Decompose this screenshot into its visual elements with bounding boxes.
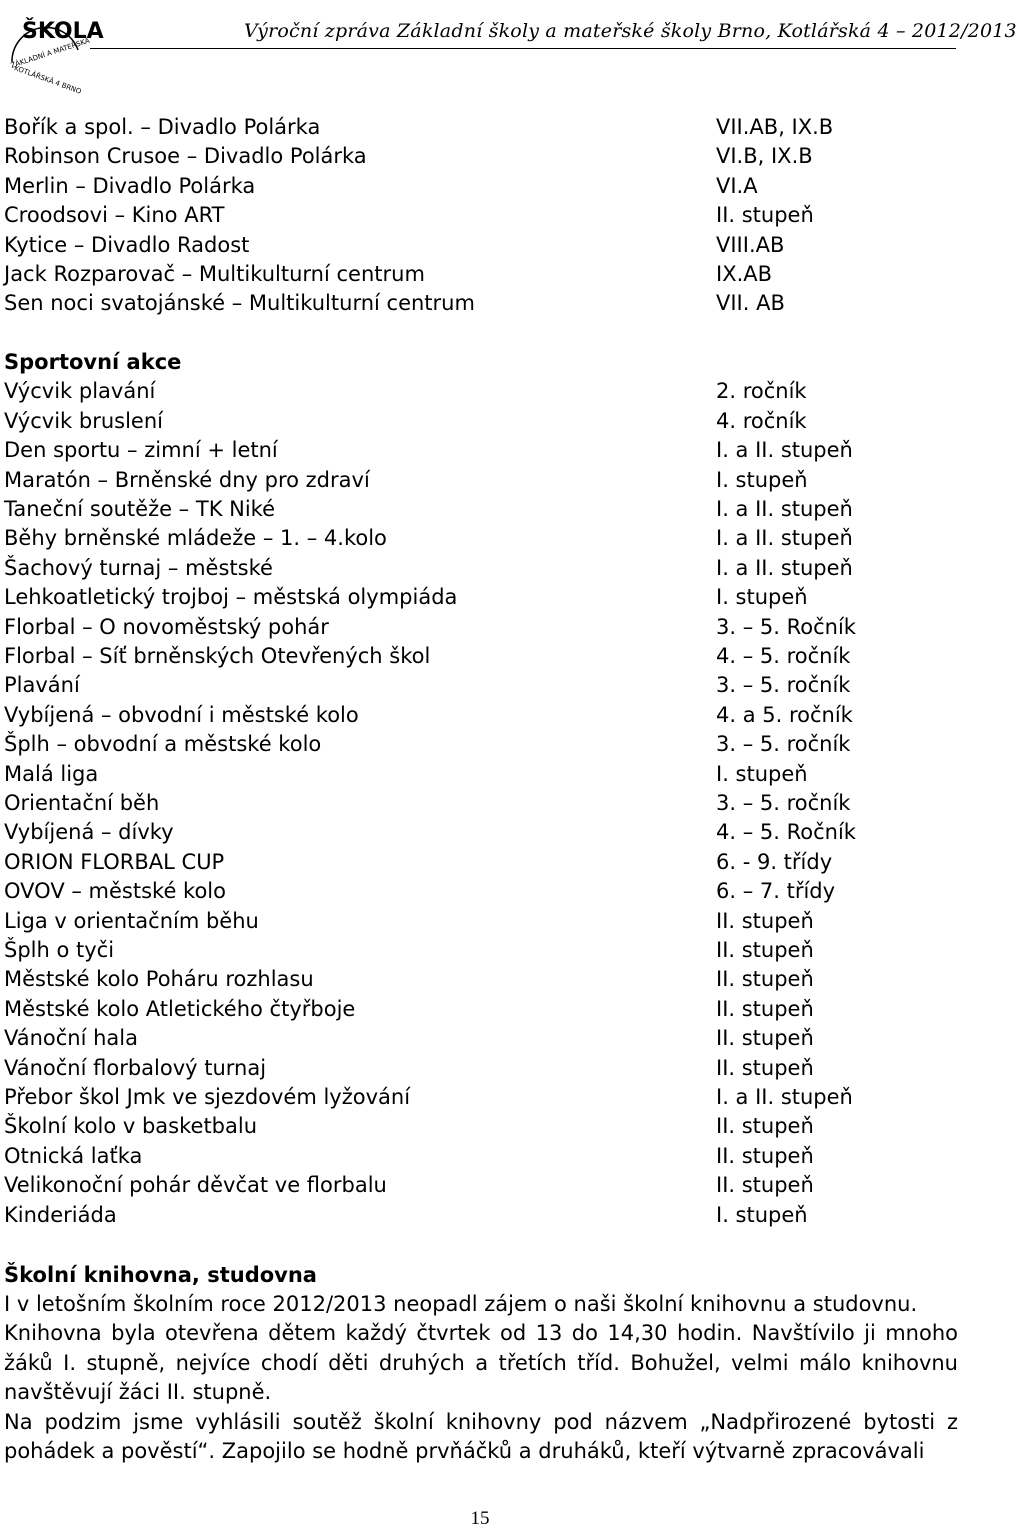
event-group: 6. - 9. třídy <box>716 849 833 874</box>
event-name: Šplh – obvodní a městské kolo <box>4 732 322 757</box>
event-name: Florbal – Síť brněnských Otevřených škol <box>4 644 431 668</box>
event-name: Liga v orientačním běhu <box>4 908 259 933</box>
table-row <box>0 730 960 759</box>
table-row <box>0 613 960 642</box>
event-group: 6. – 7. třídy <box>716 879 836 904</box>
event-group: II. stupeň <box>716 996 814 1021</box>
event-name: Šachový turnaj – městské <box>4 555 273 580</box>
event-name: Šplh o tyči <box>4 938 115 962</box>
event-group: VIII.AB <box>716 232 785 257</box>
event-name: Přebor škol Jmk ve sjezdovém lyžování <box>4 1085 411 1109</box>
event-group: I. a II. stupeň <box>716 526 853 551</box>
table-row <box>0 1024 960 1053</box>
event-group: II. stupeň <box>716 1143 814 1168</box>
event-group: VII.AB, IX.B <box>716 115 834 139</box>
event-name: Otnická laťka <box>4 1143 143 1168</box>
table-row <box>0 583 960 612</box>
event-name: Vánoční florbalový turnaj <box>4 1055 267 1080</box>
event-name: Croodsovi – Kino ART <box>4 203 225 228</box>
table-row <box>0 701 960 730</box>
event-name: ORION FLORBAL CUP <box>4 849 225 874</box>
table-row <box>0 466 960 495</box>
event-group: I. stupeň <box>716 1202 808 1227</box>
event-group: I. a II. stupeň <box>716 438 853 463</box>
event-name: Maratón – Brněnské dny pro zdraví <box>4 467 370 492</box>
event-name: Výcvik bruslení <box>4 408 163 433</box>
event-name: Vánoční hala <box>4 1026 139 1051</box>
table-row <box>0 407 960 436</box>
event-name: Robinson Crusoe – Divadlo Polárka <box>4 144 367 169</box>
table-row <box>0 848 960 877</box>
table-row <box>0 142 960 171</box>
library-section <box>4 1261 958 1466</box>
event-name: Jack Rozparovač – Multikulturní centrum <box>4 262 425 286</box>
table-row <box>0 260 960 289</box>
event-group: I. a II. stupeň <box>716 1085 853 1109</box>
event-name: Sen noci svatojánské – Multikulturní centrum <box>4 291 475 316</box>
event-group: I. stupeň <box>716 761 808 786</box>
table-row <box>0 1112 960 1141</box>
event-group: II. stupeň <box>716 1026 814 1051</box>
school-logo-icon <box>2 2 104 96</box>
table-row <box>0 172 960 201</box>
table-row <box>0 995 960 1024</box>
logo-text-bottom: KOTLÁŘSKÁ 4 BRNO <box>13 64 83 96</box>
event-name: Městské kolo Atletického čtyřboje <box>4 996 356 1021</box>
event-group: I. stupeň <box>716 467 808 492</box>
event-group: VI.A <box>716 173 758 198</box>
event-name: Den sportu – zimní + letní <box>4 438 278 463</box>
event-group: II. stupeň <box>716 1173 814 1198</box>
event-group: II. stupeň <box>716 938 814 962</box>
event-name: Orientační běh <box>4 791 160 815</box>
event-group: I. a II. stupeň <box>716 555 853 580</box>
table-row <box>0 1142 960 1171</box>
event-group: 3. – 5. ročník <box>716 791 851 815</box>
event-group: 4. – 5. Ročník <box>716 820 856 845</box>
event-name: Vybíjená – obvodní i městské kolo <box>4 702 359 727</box>
table-row <box>0 907 960 936</box>
library-paragraph-3: Na podzim jsme vyhlásili soutěž školní knihovny pod názvem „Nadpřirozené bytosti z pohádek a pověstí“. Zapojilo se hodně prvňáčků a druháků, kteří výtvarně zpracovávali <box>4 1409 958 1464</box>
event-name: Velikonoční pohár děvčat ve florbalu <box>4 1173 387 1198</box>
table-row <box>0 789 960 818</box>
table-row <box>0 1201 960 1230</box>
event-group: VII. AB <box>716 291 785 316</box>
event-name: Taneční soutěže – TK Niké <box>4 497 276 521</box>
event-name: Vybíjená – dívky <box>4 820 174 845</box>
event-group: 3. – 5. ročník <box>716 673 851 698</box>
table-row <box>0 524 960 553</box>
event-group: 4. a 5. ročník <box>716 702 853 727</box>
event-name: Kytice – Divadlo Radost <box>4 232 250 257</box>
table-row <box>0 495 960 524</box>
logo-text-big: ŠKOLA <box>22 19 104 44</box>
sport-heading: Sportovní akce <box>4 350 182 374</box>
event-group: VI.B, IX.B <box>716 144 813 169</box>
event-name: Kinderiáda <box>4 1202 117 1227</box>
event-name: Bořík a spol. – Divadlo Polárka <box>4 115 321 139</box>
event-group: I. a II. stupeň <box>716 497 853 521</box>
logo-text-ring: ZÁKLADNÍ A MATEŘSKÁ <box>9 36 91 70</box>
library-paragraph-1: I v letošním školním roce 2012/2013 neopadl zájem o naši školní knihovnu a studovnu. <box>4 1292 918 1316</box>
event-group: II. stupeň <box>716 203 814 228</box>
table-row <box>0 671 960 700</box>
event-group: 2. ročník <box>716 379 807 404</box>
event-group: 4. ročník <box>716 408 807 433</box>
table-row <box>0 642 960 671</box>
event-name: Florbal – O novoměstský pohár <box>4 614 329 639</box>
event-name: Plavání <box>4 673 80 698</box>
event-name: Lehkoatletický trojboj – městská olympiáda <box>4 585 458 610</box>
table-row <box>0 936 960 965</box>
table-row <box>0 1054 960 1083</box>
event-group: II. stupeň <box>716 908 814 933</box>
event-group: IX.AB <box>716 262 773 286</box>
table-row <box>0 377 960 406</box>
event-name: Výcvik plavání <box>4 379 156 404</box>
table-row <box>0 289 960 318</box>
event-group: II. stupeň <box>716 967 814 992</box>
page-number: 15 <box>470 1508 490 1529</box>
table-row <box>0 113 960 142</box>
event-name: Merlin – Divadlo Polárka <box>4 173 256 198</box>
header-title: Výroční zpráva Základní školy a mateřské školy Brno, Kotlářská 4 – 2012/2013 <box>244 20 1017 42</box>
table-row <box>0 436 960 465</box>
table-row <box>0 231 960 260</box>
library-heading: Školní knihovna, studovna <box>4 1263 317 1287</box>
event-group: II. stupeň <box>716 1114 814 1139</box>
event-group: 3. – 5. Ročník <box>716 614 856 639</box>
table-row <box>0 965 960 994</box>
library-paragraph-2: Knihovna byla otevřena dětem každý čtvrtek od 13 do 14,30 hodin. Navštívilo ji mnoho žáků I. stupně, nejvíce chodí děti druhých a třetích tříd. Bohužel, velmi málo knihovnu navštěvují žáci II. stupně. <box>4 1321 958 1405</box>
page-header <box>0 0 1017 100</box>
table-row <box>0 877 960 906</box>
table-row <box>0 554 960 583</box>
event-group: II. stupeň <box>716 1055 814 1080</box>
event-name: Malá liga <box>4 761 99 786</box>
event-group: I. stupeň <box>716 585 808 610</box>
event-group: 3. – 5. ročník <box>716 732 851 757</box>
event-name: Školní kolo v basketbalu <box>4 1114 258 1139</box>
event-name: OVOV – městské kolo <box>4 879 226 904</box>
table-row <box>0 201 960 230</box>
header-divider <box>90 48 956 49</box>
event-name: Běhy brněnské mládeže – 1. – 4.kolo <box>4 526 387 551</box>
table-row <box>0 1083 960 1112</box>
table-row <box>0 818 960 847</box>
event-name: Městské kolo Poháru rozhlasu <box>4 967 314 992</box>
table-row <box>0 1171 960 1200</box>
table-row <box>0 760 960 789</box>
event-group: 4. – 5. ročník <box>716 644 851 668</box>
